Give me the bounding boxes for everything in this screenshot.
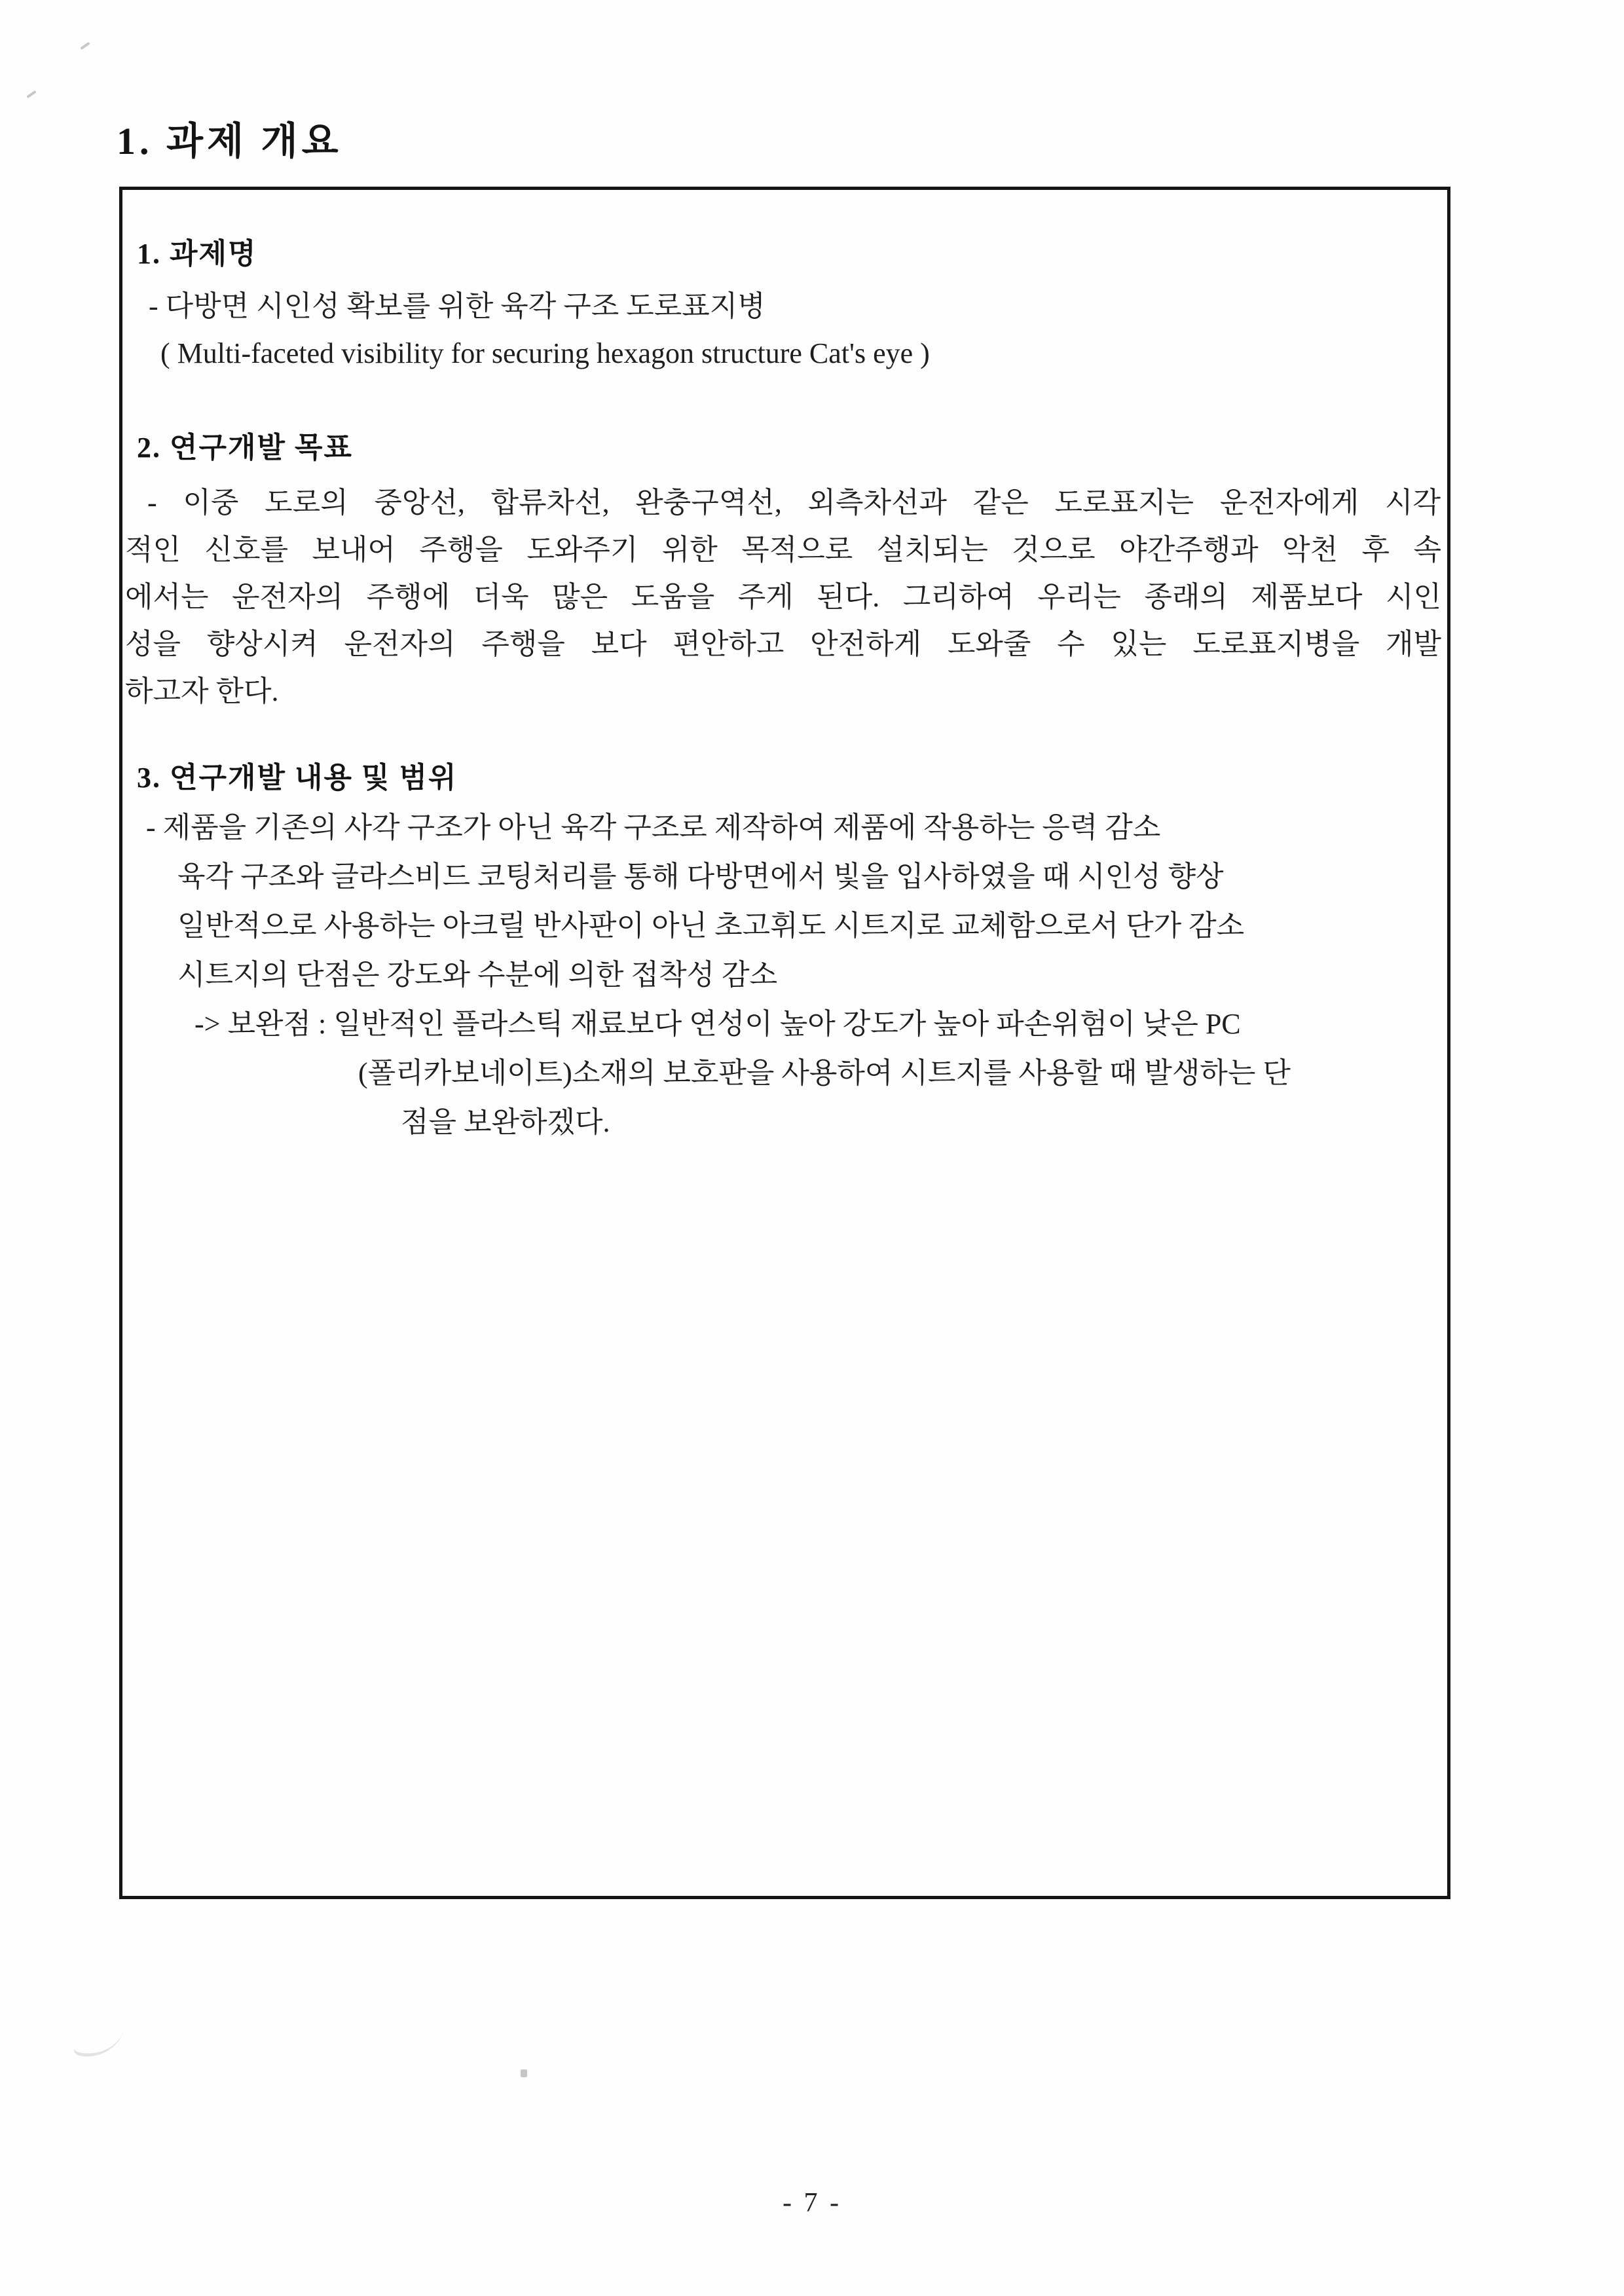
section-3-line-3: 일반적으로 사용하는 아크릴 반사판이 아닌 초고휘도 시트지로 교체함으로서 단가 감소 <box>177 910 1245 942</box>
section-2-heading: 2. 연구개발 목표 <box>137 432 354 464</box>
scan-smudge <box>26 90 36 98</box>
section-3-line-4: 시트지의 단점은 강도와 수분에 의한 접착성 감소 <box>177 959 778 991</box>
section-2-line-5: 하고자 한다. <box>125 675 279 707</box>
section-1-heading: 1. 과제명 <box>137 238 257 270</box>
section-3-heading: 3. 연구개발 내용 및 범위 <box>137 762 458 794</box>
scan-smudge <box>521 2069 527 2077</box>
scan-smudge <box>73 2007 128 2064</box>
section-3-line-2: 육각 구조와 글라스비드 코팅처리를 통해 다방면에서 빛을 입사하였을 때 시인성 향상 <box>177 861 1224 893</box>
section-3-line-7: 점을 보완하겠다. <box>401 1106 610 1138</box>
section-1-line-1: - 다방면 시인성 확보를 위한 육각 구조 도로표지병 <box>149 290 766 322</box>
section-2-line-4: 성을 향상시켜 운전자의 주행을 보다 편안하고 안전하게 도와줄 수 있는 도로표지병을 개발 <box>125 628 1441 660</box>
content-box <box>119 187 1450 1899</box>
section-3-line-6: (폴리카보네이트)소재의 보호판을 사용하여 시트지를 사용할 때 발생하는 단 <box>358 1057 1291 1089</box>
section-2-line-3: 에서는 운전자의 주행에 더욱 많은 도움을 주게 된다. 그리하여 우리는 종래의 제품보다 시인 <box>125 581 1441 613</box>
scan-smudge <box>80 42 90 50</box>
section-2-line-1: - 이중 도로의 중앙선, 합류차선, 완충구역선, 외측차선과 같은 도로표지는 운전자에게 시각 <box>147 487 1441 519</box>
page-number: - 7 - <box>783 2188 841 2218</box>
section-3-line-1: - 제품을 기존의 사각 구조가 아닌 육각 구조로 제작하여 제품에 작용하는 응력 감소 <box>146 811 1161 843</box>
page-title: 1. 과제 개요 <box>117 120 342 162</box>
section-3-line-5: -> 보완점 : 일반적인 플라스틱 재료보다 연성이 높아 강도가 높아 파손위험이 낮은 PC <box>194 1008 1241 1040</box>
section-1-line-2: ( Multi-faceted visibility for securing hexagon structure Cat's eye ) <box>160 337 930 369</box>
section-2-line-2: 적인 신호를 보내어 주행을 도와주기 위한 목적으로 설치되는 것으로 야간주행과 악천 후 속 <box>125 534 1441 566</box>
